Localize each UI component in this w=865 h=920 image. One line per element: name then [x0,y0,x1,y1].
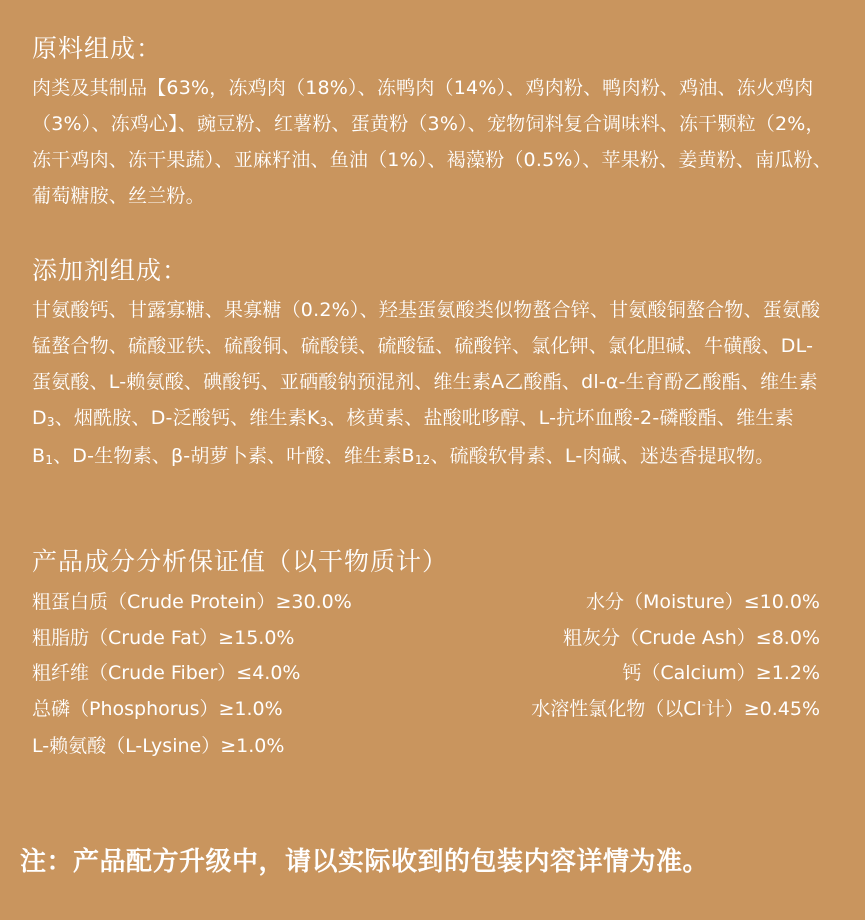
additives-heading: 添加剂组成： [32,256,189,285]
analysis-item-crude-fat: 粗脂肪（Crude Fat）≥15.0% [32,626,295,649]
additives-text-part: 、硫酸软骨素、L-肉碱、迷迭香提取物。 [430,445,775,467]
analysis-section [32,545,832,765]
additives-text-part: 、烟酰胺、D-泛酸钙、维生素K [54,407,320,429]
additives-text [32,292,832,476]
analysis-row [32,729,820,765]
additives-text-part: 、核黄素、盐酸吡哆醇、L-抗坏血酸-2-磷酸酯、维生素B [32,407,794,467]
subscript: 12 [414,453,431,467]
analysis-item-calcium: 钙（Calcium）≥1.2% [622,662,820,684]
raw-materials-text: 肉类及其制品【63%，冻鸡肉（18%）、冻鸭肉（14%）、鸡肉粉、鸭肉粉、鸡油、冻火鸡肉（3%）、冻鸡心】、豌豆粉、红薯粉、蛋黄粉（3%）、宠物饲料复合调味料、冻干颗粒（2%，冻干鸡肉、冻干果蔬）、亚麻籽油、鱼油（1%）、褐藻粉（0.5%）、苹果粉、姜黄粉、南瓜粉、葡萄糖胺、丝兰粉。 [32,77,832,207]
analysis-item-water-soluble-chloride [531,692,820,730]
additives-text-part: 、D-生物素、β-胡萝卜素、叶酸、维生素B [53,445,415,467]
raw-materials-section [32,32,832,214]
additives-text-part: 甘氨酸钙、甘露寡糖、果寡糖（0.2%）、羟基蛋氨酸类似物螯合锌、甘氨酸铜螯合物、蛋氨酸锰螯合物、硫酸亚铁、硫酸铜、硫酸镁、硫酸锰、硫酸锌、氯化钾、氯化胆碱、牛磺酸、DL-蛋氨酸、L-赖氨酸、碘酸钙、亚硒酸钠预混剂、维生素A乙酸酯、dl-α-生育酚乙酸酯、维生素D [32,299,821,429]
analysis-item-phosphorus: 总磷（Phosphorus）≥1.0% [32,697,283,720]
analysis-grid [32,585,832,765]
analysis-item-crude-ash: 粗灰分（Crude Ash）≤8.0% [562,626,820,649]
analysis-row [32,585,820,621]
analysis-item-crude-protein: 粗蛋白质（Crude Protein）≥30.0% [32,591,352,613]
analysis-item-crude-fiber: 粗纤维（Crude Fiber）≤4.0% [32,662,301,684]
analysis-heading: 产品成分分析保证值（以干物质计） [32,547,449,576]
raw-materials-heading: 原料组成： [32,34,163,63]
chloride-text-b: 计）≥0.45% [705,697,820,720]
additives-section [32,254,832,476]
formula-upgrade-note: 注：产品配方升级中，请以实际收到的包装内容详情为准。 [20,847,710,877]
analysis-row [32,656,820,692]
subscript: 3 [46,415,55,429]
chloride-text-a: 水溶性氯化物（以Cl [531,697,702,720]
analysis-row [32,621,820,657]
analysis-row [32,692,820,730]
analysis-item-lysine: L-赖氨酸（L-Lysine）≥1.0% [32,735,285,757]
subscript: 3 [319,415,328,429]
subscript: 1 [45,453,54,467]
analysis-item-moisture: 水分（Moisture）≤10.0% [585,591,820,613]
superscript: - [701,697,706,711]
